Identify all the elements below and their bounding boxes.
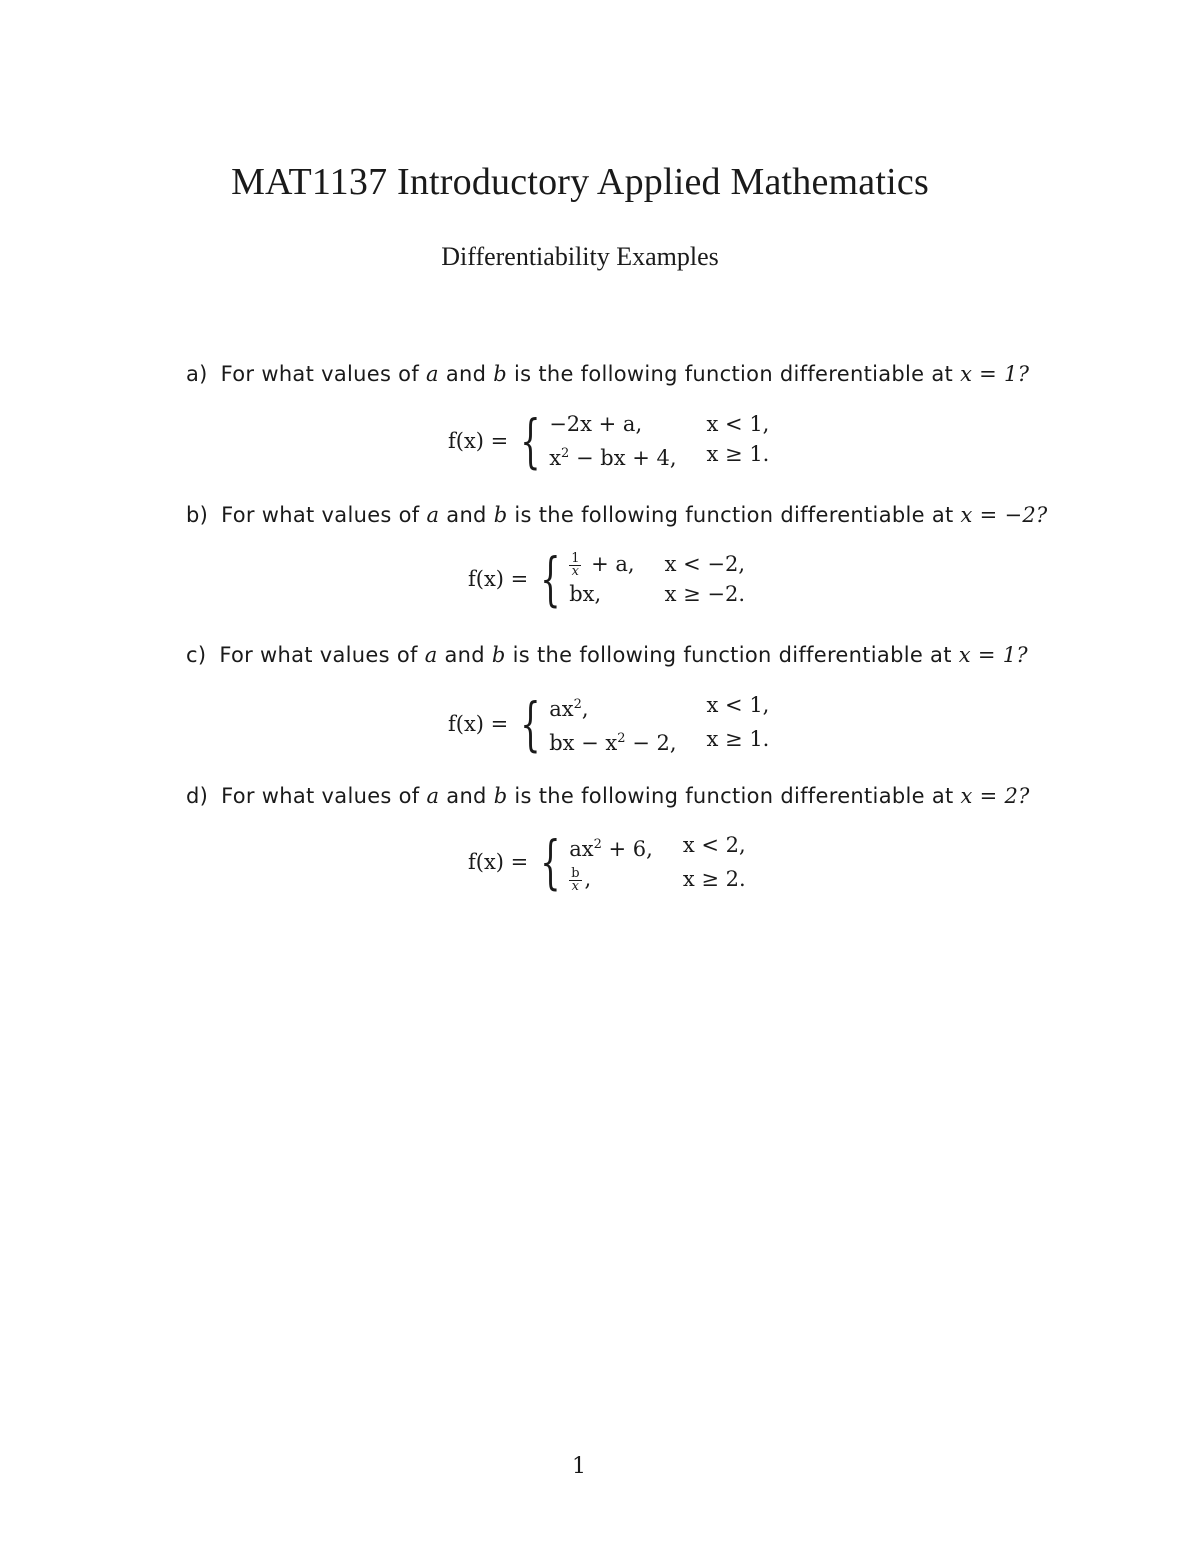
case-expr: $\frac{b}{x}$ ,	[571, 866, 592, 894]
cases	[549, 691, 769, 757]
variable-a: a	[426, 503, 440, 527]
equation-a	[448, 407, 770, 475]
page-subtitle: Differentiability Examples	[441, 242, 719, 271]
equation-d	[468, 828, 746, 896]
variable-b: b	[493, 503, 508, 527]
case-expr: −2x + a,	[549, 412, 643, 436]
question-a	[186, 362, 1030, 386]
problem-label: c)	[186, 643, 207, 667]
question-text: is the following function differentiable at	[514, 784, 954, 808]
variable-a: a	[426, 362, 439, 386]
fraction: $\frac{1}{x}$	[571, 551, 580, 579]
case-expr: $ax^2$,	[549, 697, 589, 721]
question-text: For what values of	[220, 362, 420, 386]
variable-b: b	[493, 362, 507, 386]
page-title: MAT1137 Introductory Applied Mathematics	[231, 161, 929, 203]
variable-b: b	[491, 643, 506, 667]
case-expr: bx,	[569, 582, 602, 606]
point: x = 1?	[958, 643, 1028, 667]
problem-label: d)	[186, 784, 209, 808]
left-brace: {	[520, 407, 541, 475]
case-cond: x < 1,	[706, 412, 770, 436]
question-text: is the following function differentiable at	[512, 643, 952, 667]
question-text: For what values of	[221, 784, 420, 808]
case-cond: x < −2,	[664, 552, 746, 576]
problem-label: a)	[186, 362, 208, 386]
point: x = 2?	[960, 784, 1030, 808]
case-cond: x ≥ 2.	[682, 867, 746, 891]
problem-a	[186, 362, 1030, 386]
variable-b: b	[493, 784, 508, 808]
equation-c	[448, 691, 769, 757]
question-text: is the following function differentiable at	[513, 362, 954, 386]
problem-label: b)	[186, 503, 209, 527]
equation-lhs: f(x) =	[468, 567, 529, 591]
left-brace: {	[520, 690, 541, 758]
problem-b	[186, 503, 1048, 527]
equation-b	[468, 545, 746, 613]
question-text: and	[445, 362, 487, 386]
case-expr: $ax^2 + 6$,	[569, 837, 653, 861]
fraction: $\frac{b}{x}$	[571, 866, 580, 894]
page-number: 1	[572, 1454, 586, 1479]
cases	[569, 550, 745, 608]
case-cond: x < 2,	[682, 833, 746, 857]
question-c	[186, 643, 1028, 667]
equation-lhs: f(x) =	[448, 712, 509, 736]
case-expr: $\frac{1}{x}$ + a,	[571, 551, 635, 579]
point: x = 1?	[960, 362, 1030, 386]
case-expr: bx − $x^2 - 2$,	[549, 731, 677, 755]
equation-lhs: f(x) =	[468, 850, 529, 874]
case-cond: x < 1,	[706, 693, 770, 717]
point: x = −2?	[960, 503, 1048, 527]
question-text: is the following function differentiable at	[514, 503, 954, 527]
question-text: For what values of	[219, 643, 418, 667]
problem-d	[186, 784, 1030, 808]
question-d	[186, 784, 1030, 808]
question-text: and	[446, 784, 487, 808]
cases	[549, 410, 769, 472]
variable-a: a	[424, 643, 438, 667]
case-expr: $x^2$ − bx + 4,	[549, 446, 677, 470]
problem-c	[186, 643, 1028, 667]
question-text: and	[444, 643, 485, 667]
case-cond: x ≥ 1.	[706, 727, 770, 751]
case-cond: x ≥ −2.	[664, 582, 746, 606]
variable-a: a	[426, 784, 440, 808]
left-brace: {	[540, 828, 561, 896]
case-cond: x ≥ 1.	[706, 442, 770, 466]
question-b	[186, 503, 1048, 527]
question-text: For what values of	[221, 503, 420, 527]
equation-lhs: f(x) =	[448, 429, 509, 453]
cases	[569, 831, 745, 893]
left-brace: {	[540, 545, 561, 613]
question-text: and	[446, 503, 487, 527]
